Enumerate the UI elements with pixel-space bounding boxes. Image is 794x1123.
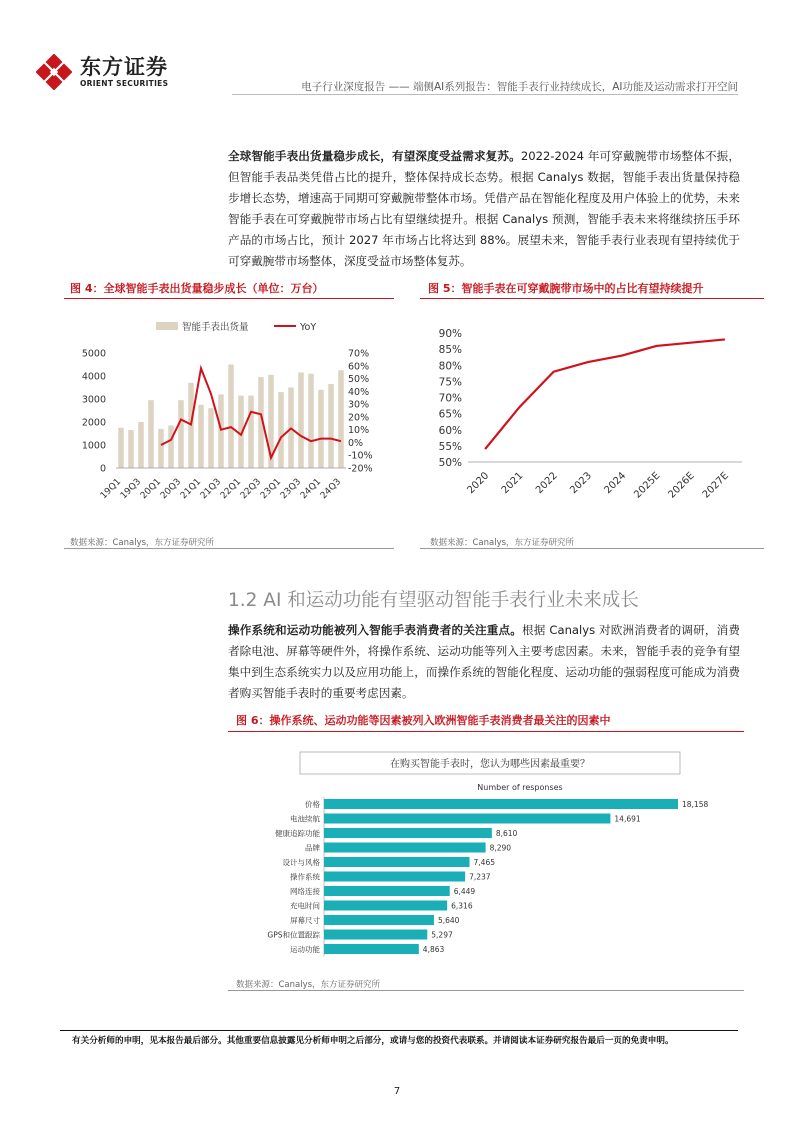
x-tick-label: 22Q1 xyxy=(218,477,244,502)
figure-4-title: 图 4：全球智能手表出货量稳步成长（单位：万台） xyxy=(70,282,324,295)
x-tick-label: 2020 xyxy=(465,470,492,497)
bar-category-label: 充电时间 xyxy=(290,901,320,911)
shipment-bar xyxy=(318,390,324,468)
y-left-tick-label: 0 xyxy=(99,463,106,475)
shipment-bar xyxy=(298,373,304,468)
shipment-bar xyxy=(148,400,154,468)
report-header-title: 电子行业深度报告 —— 端侧AI系列报告：智能手表行业持续成长，AI功能及运动需求打开空间 xyxy=(301,81,738,93)
bar-category-label: 网络连接 xyxy=(290,887,320,896)
bar-category-label: GPS和位置跟踪 xyxy=(267,930,320,940)
bar-value-label: 6,316 xyxy=(451,901,473,911)
figure-4-source: 数据来源：Canalys，东方证券研究所 xyxy=(70,538,215,548)
figure-5-top-rule xyxy=(420,298,764,299)
bar-category-label: 价格 xyxy=(305,800,320,809)
figure-6-source: 数据来源：Canalys，东方证券研究所 xyxy=(236,980,381,990)
factor-bar xyxy=(324,901,447,911)
logo-mark-icon xyxy=(36,54,72,90)
y-tick-label: 50% xyxy=(438,457,462,469)
x-tick-label: 20Q3 xyxy=(158,477,184,502)
footer-divider xyxy=(60,1030,738,1031)
x-tick-label: 2026E xyxy=(666,470,697,501)
factor-bar xyxy=(324,886,450,896)
shipment-bar xyxy=(278,392,284,468)
x-tick-label: 23Q1 xyxy=(258,477,284,502)
figure-6-top-rule xyxy=(228,731,744,732)
y-left-tick-label: 3000 xyxy=(81,394,106,406)
figure-5-bottom-rule xyxy=(420,548,764,549)
y-right-tick-label: 40% xyxy=(348,386,370,398)
bar-value-label: 4,863 xyxy=(422,945,445,954)
chart-title: 在购买智能手表时，您认为哪些因素最重要？ xyxy=(390,759,590,770)
y-tick-label: 80% xyxy=(438,360,462,373)
x-tick-label: 19Q1 xyxy=(98,477,124,502)
y-tick-label: 75% xyxy=(438,376,462,389)
y-tick-label: 90% xyxy=(438,328,462,340)
x-tick-label: 24Q1 xyxy=(298,477,324,502)
bar-value-label: 8,610 xyxy=(495,829,518,838)
factor-bar xyxy=(324,828,492,838)
legend-bar-label: 智能手表出货量 xyxy=(182,322,249,333)
bar-value-label: 7,465 xyxy=(473,858,496,867)
y-right-tick-label: 20% xyxy=(348,412,370,424)
shipment-bar xyxy=(228,365,234,469)
shipment-bar xyxy=(208,408,214,468)
paragraph-1-lead: 全球智能手表出货量稳步成长，有望深度受益需求复苏。 xyxy=(228,149,521,163)
y-tick-label: 55% xyxy=(438,440,462,453)
x-tick-label: 2022 xyxy=(533,470,560,497)
y-left-tick-label: 1000 xyxy=(81,440,106,452)
company-logo xyxy=(36,54,168,90)
shipment-bar xyxy=(138,422,144,468)
bar-category-label: 品牌 xyxy=(305,843,320,853)
logo-name-en: ORIENT SECURITIES xyxy=(80,79,169,88)
shipment-bar xyxy=(218,394,224,468)
shipment-bar xyxy=(128,430,134,468)
x-tick-label: 24Q3 xyxy=(318,477,344,502)
shipment-bar xyxy=(338,370,344,468)
shipment-bar xyxy=(308,374,314,468)
x-tick-label: 21Q1 xyxy=(178,477,204,502)
factor-bar xyxy=(324,872,465,882)
y-right-tick-label: 50% xyxy=(348,374,370,386)
bar-category-label: 屏幕尺寸 xyxy=(290,916,320,925)
bar-category-label: 电池续航 xyxy=(290,814,320,824)
shipment-bar xyxy=(158,429,164,468)
y-tick-label: 85% xyxy=(438,344,462,357)
x-tick-label: 2024 xyxy=(602,470,629,497)
y-right-tick-label: 10% xyxy=(348,425,370,437)
bar-value-label: 8,290 xyxy=(489,843,512,853)
shipment-bar xyxy=(248,396,254,468)
x-tick-label: 20Q1 xyxy=(138,477,164,502)
y-tick-label: 65% xyxy=(438,408,462,421)
shipment-bar xyxy=(168,425,174,468)
factor-bar xyxy=(324,857,470,867)
x-tick-label: 21Q3 xyxy=(198,477,224,502)
shipment-bar xyxy=(178,400,184,468)
y-right-tick-label: 30% xyxy=(348,399,370,411)
figure-6-bottom-rule xyxy=(228,990,744,991)
logo-name-cn: 东方证券 xyxy=(80,55,168,79)
legend-line-label: YoY xyxy=(300,322,317,333)
figure-6-title: 图 6：操作系统、运动功能等因素被列入欧洲智能手表消费者最关注的因素中 xyxy=(236,714,611,727)
factor-bar xyxy=(324,915,434,925)
bar-category-label: 运动功能 xyxy=(290,945,320,954)
y-left-tick-label: 4000 xyxy=(81,371,106,383)
share-line xyxy=(485,339,725,449)
paragraph-1-body: 2022-2024 年可穿戴腕带市场整体不振，但智能手表品类凭借占比的提升，整体保持成长态势。根据 Canalys 数据，智能手表出货量保持稳步增长态势，增速高于同期可穿戴腕带整体市场。凭借产品在智能化程度及用户体验上的优势，未来智能手表在可穿戴腕带市场占比有望继续提升。根据 Canalys 预测，智能手表未来将继续挤压手环产品的市场占比，预计 2027 年市场占比将达到 88%。展望未来，智能手表行业表现有望持续优于可穿戴腕带市场整体，深度受益市场整体复苏。 xyxy=(228,149,740,268)
factor-bar xyxy=(324,799,678,809)
bar-value-label: 18,158 xyxy=(682,800,709,809)
y-right-tick-label: -20% xyxy=(348,463,373,475)
x-tick-label: 2027E xyxy=(700,470,731,501)
bar-value-label: 5,297 xyxy=(431,930,453,940)
y-left-tick-label: 5000 xyxy=(81,348,106,360)
x-axis-label: Number of responses xyxy=(477,783,563,792)
page-number: 7 xyxy=(393,1086,401,1097)
factor-bar xyxy=(324,944,419,954)
x-tick-label: 23Q3 xyxy=(278,477,304,502)
x-tick-label: 19Q3 xyxy=(118,477,144,502)
x-tick-label: 2023 xyxy=(568,470,594,497)
bar-value-label: 5,640 xyxy=(437,916,460,925)
body-paragraph-2 xyxy=(228,620,740,704)
y-tick-label: 60% xyxy=(438,424,462,437)
bar-value-label: 14,691 xyxy=(614,814,641,824)
x-tick-label: 2025E xyxy=(632,470,663,501)
figure-6-chart xyxy=(228,740,744,972)
bar-category-label: 设计与风格 xyxy=(282,858,320,867)
shipment-bar xyxy=(328,384,334,468)
bar-value-label: 7,237 xyxy=(469,872,491,882)
y-right-tick-label: -10% xyxy=(348,450,373,462)
figure-5-title: 图 5：智能手表在可穿戴腕带市场中的占比有望持续提升 xyxy=(428,282,704,295)
shipment-bar xyxy=(118,428,124,468)
figure-4-bottom-rule xyxy=(64,548,394,549)
y-right-tick-label: 60% xyxy=(348,361,370,373)
figure-4-chart xyxy=(64,300,394,532)
figure-5-chart xyxy=(420,300,764,532)
body-paragraph-1 xyxy=(228,146,740,272)
y-right-tick-label: 70% xyxy=(348,348,370,360)
shipment-bar xyxy=(198,405,204,468)
y-tick-label: 70% xyxy=(438,392,462,405)
header-divider xyxy=(232,94,738,95)
section-heading: 1.2 AI 和运动功能有望驱动智能手表行业未来成长 xyxy=(228,590,639,611)
disclaimer-text: 有关分析师的申明，见本报告最后部分。其他重要信息披露见分析师申明之后部分，或请与您的投资代表联系。并请阅读本证券研究报告最后一页的免责申明。 xyxy=(72,1036,674,1046)
bar-value-label: 6,449 xyxy=(453,887,476,896)
factor-bar xyxy=(324,843,486,853)
bar-category-label: 操作系统 xyxy=(290,872,320,882)
y-left-tick-label: 2000 xyxy=(81,417,106,429)
figure-4-top-rule xyxy=(64,298,394,299)
paragraph-2-lead: 操作系统和运动功能被列入智能手表消费者的关注重点。 xyxy=(228,623,523,637)
legend-bar-swatch xyxy=(156,322,178,330)
x-tick-label: 22Q3 xyxy=(238,477,264,502)
factor-bar xyxy=(324,930,427,940)
x-tick-label: 2021 xyxy=(499,470,526,497)
factor-bar xyxy=(324,814,610,824)
y-right-tick-label: 0% xyxy=(348,437,364,449)
bar-category-label: 健康追踪功能 xyxy=(275,829,320,838)
figure-5-source: 数据来源：Canalys，东方证券研究所 xyxy=(430,538,575,548)
paragraph-2-body: 根据 Canalys 对欧洲消费者的调研，消费者除电池、屏幕等硬件外，将操作系统、运动功能等列入主要考虑因素。未来，智能手表的竞争有望集中到生态系统实力以及应用功能上，而操作系统的智能化程度、运动功能的强弱程度可能成为消费者购买智能手表时的重要考虑因素。 xyxy=(228,623,740,700)
